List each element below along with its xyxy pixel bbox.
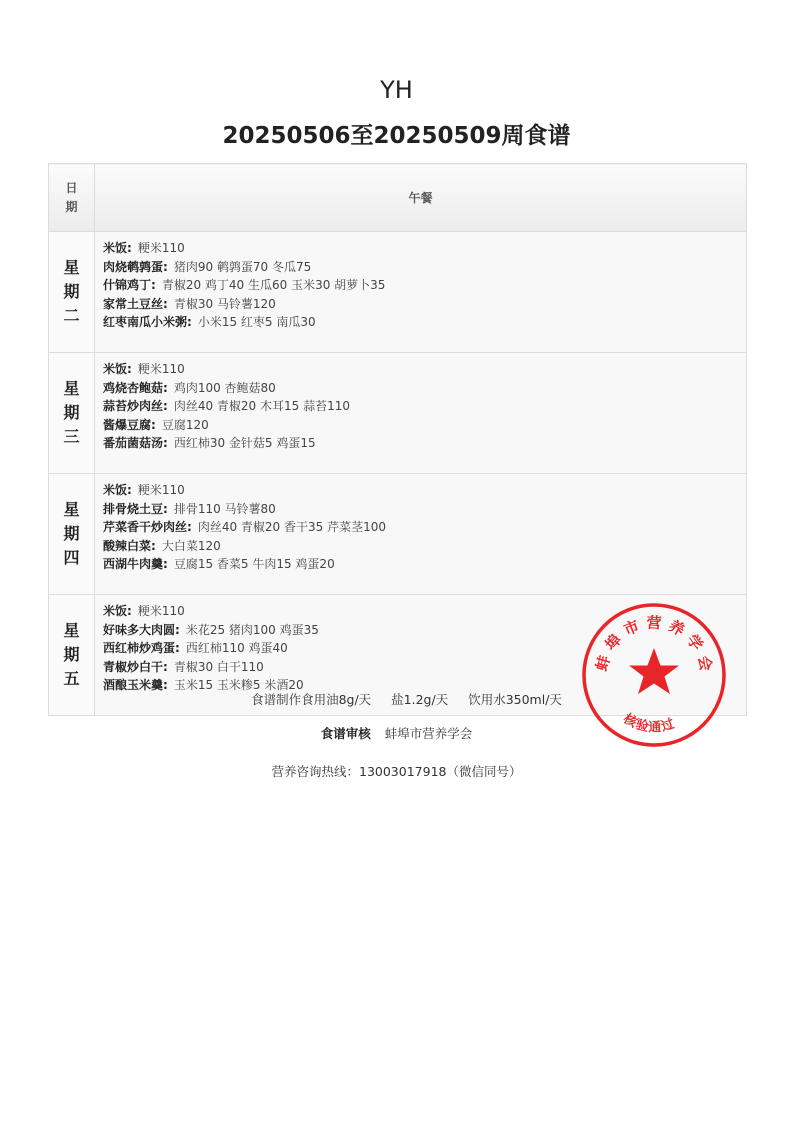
day-cell	[49, 232, 95, 353]
day-label: 星期二	[63, 258, 80, 325]
dish-name: 米饭:	[103, 241, 132, 255]
dish-item	[103, 276, 738, 295]
dish-ingredients: 粳米110	[137, 604, 185, 618]
dish-item	[103, 397, 738, 416]
table-row	[49, 353, 747, 474]
dish-name: 蒜苔炒肉丝:	[103, 399, 168, 414]
dish-ingredients: 粳米110	[137, 241, 185, 255]
day-cell	[49, 474, 95, 595]
seal-star-icon	[629, 648, 679, 694]
dish-ingredients: 豆腐120	[161, 417, 209, 432]
dish-ingredients: 大白菜120	[161, 538, 221, 553]
dish-item	[103, 239, 738, 258]
dish-ingredients: 西红柿30 金针菇5 鸡蛋15	[173, 436, 316, 451]
dish-name: 酱爆豆腐:	[103, 417, 156, 432]
dish-item	[103, 537, 738, 556]
dish-item	[103, 518, 738, 537]
dish-ingredients: 粳米110	[137, 362, 185, 376]
dish-item	[103, 500, 738, 519]
dish-item	[103, 379, 738, 398]
dish-item	[103, 481, 738, 500]
dish-name: 好味多大肉圆:	[103, 622, 180, 637]
oil-amount: 食谱制作食用油8g/天	[251, 692, 372, 707]
salt-amount: 盐1.2g/天	[391, 692, 449, 707]
dish-item	[103, 258, 738, 277]
dish-name: 米饭:	[103, 483, 132, 497]
day-label: 星期五	[63, 621, 80, 688]
dish-name: 米饭:	[103, 604, 132, 618]
dish-name: 西红柿炒鸡蛋:	[103, 641, 180, 656]
day-cell	[49, 353, 95, 474]
column-header-day	[49, 164, 95, 232]
dish-name: 酒酿玉米羹:	[103, 678, 168, 693]
column-header-day-label: 日期	[65, 180, 78, 214]
dish-ingredients: 玉米15 玉米糁5 米酒20	[173, 678, 304, 693]
column-header-lunch: 午餐	[95, 164, 747, 232]
dish-ingredients: 肉丝40 青椒20 木耳15 蒜苔110	[173, 399, 350, 414]
dish-name: 家常土豆丝:	[103, 296, 168, 311]
seal-status-text: 核验通过	[620, 711, 678, 736]
dish-name: 芹菜香干炒肉丝:	[103, 520, 192, 535]
dish-item	[103, 313, 738, 332]
dish-name: 酸辣白菜:	[103, 538, 156, 553]
dish-item	[103, 295, 738, 314]
dish-ingredients: 猪肉90 鹌鹑蛋70 冬瓜75	[173, 259, 312, 274]
review-label: 食谱审核	[320, 726, 371, 741]
dish-item	[103, 555, 738, 574]
day-label: 星期四	[63, 500, 80, 567]
dish-name: 西湖牛肉羹:	[103, 557, 168, 572]
dish-ingredients: 肉丝40 青椒20 香干35 芹菜茎100	[197, 520, 386, 535]
dish-item	[103, 416, 738, 435]
dish-ingredients: 粳米110	[137, 483, 185, 497]
review-org: 蚌埠市营养学会	[384, 726, 473, 741]
lunch-cell	[95, 232, 747, 353]
dish-name: 什锦鸡丁:	[103, 278, 156, 293]
dish-name: 红枣南瓜小米粥:	[103, 315, 192, 330]
svg-text:核验通过	[620, 710, 677, 735]
dish-ingredients: 小米15 红枣5 南瓜30	[197, 315, 316, 330]
dish-ingredients: 青椒30 马铃薯120	[173, 296, 276, 311]
dish-name: 青椒炒白干:	[103, 659, 168, 674]
dish-ingredients: 排骨110 马铃薯80	[173, 501, 276, 516]
dish-ingredients: 青椒20 鸡丁40 生瓜60 玉米30 胡萝卜35	[161, 278, 386, 293]
dish-name: 番茄菌菇汤:	[103, 436, 168, 451]
approval-seal	[580, 601, 728, 749]
dish-name: 肉烧鹌鹑蛋:	[103, 259, 168, 274]
org-title: YH	[380, 76, 413, 104]
water-amount: 饮用水350ml/天	[468, 692, 562, 707]
dish-name: 米饭:	[103, 362, 132, 376]
dish-ingredients: 鸡肉100 杏鲍菇80	[173, 380, 276, 395]
dish-item	[103, 434, 738, 453]
dish-ingredients: 米花25 猪肉100 鸡蛋35	[185, 622, 319, 637]
dish-ingredients: 青椒30 白干110	[173, 659, 264, 674]
seal-org-text: 蚌埠市营养学会	[592, 613, 716, 679]
hotline: 营养咨询热线：13003017918（微信同号）	[271, 764, 522, 779]
lunch-cell	[95, 353, 747, 474]
lunch-cell	[95, 474, 747, 595]
dish-item	[103, 360, 738, 379]
table-row	[49, 474, 747, 595]
dish-name: 排骨烧土豆:	[103, 501, 168, 516]
menu-title: 20250506至20250509周食谱	[222, 123, 571, 149]
dish-name: 鸡烧杏鲍菇:	[103, 380, 168, 395]
day-label: 星期三	[63, 379, 80, 446]
table-header-row	[49, 164, 747, 232]
table-row	[49, 232, 747, 353]
dish-ingredients: 豆腐15 香菜5 牛肉15 鸡蛋20	[173, 557, 335, 572]
dish-ingredients: 西红柿110 鸡蛋40	[185, 641, 288, 656]
